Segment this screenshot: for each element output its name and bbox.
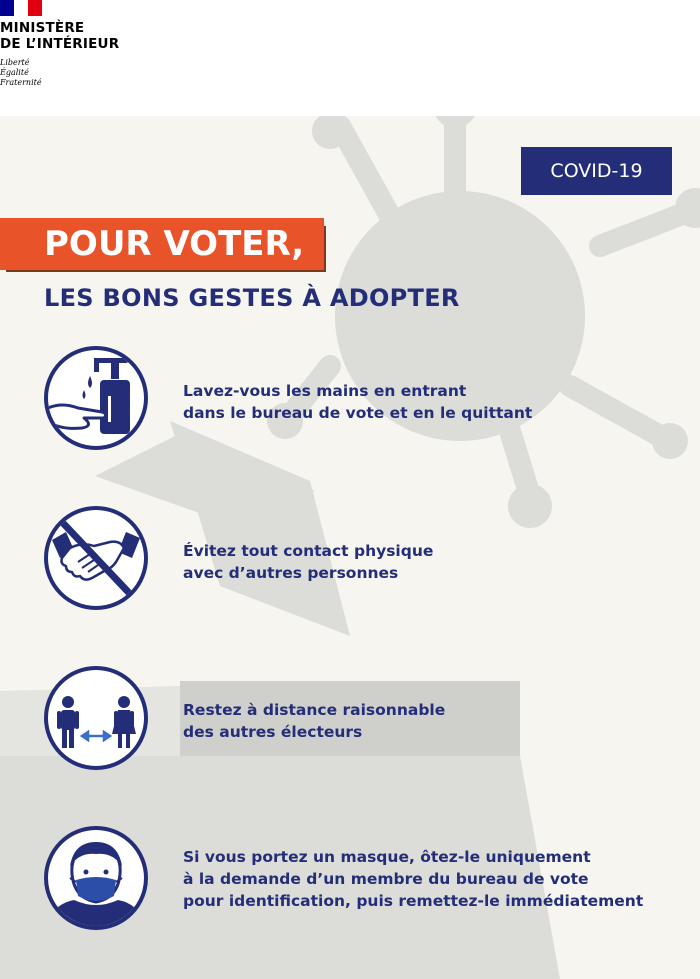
gesture-icon-circle-2	[44, 506, 148, 610]
ministry-name	[0, 20, 119, 52]
gesture-text-1	[183, 380, 532, 424]
gesture-4-line-1: Si vous portez un masque, ôtez-le uniquement	[183, 848, 591, 866]
gesture-4-line-2: à la demande d’un membre du bureau de vote	[183, 870, 589, 888]
motto-egalite: Égalité	[0, 68, 29, 77]
flag-blue	[0, 0, 14, 16]
page-title: POUR VOTER,	[0, 218, 324, 270]
gesture-text-4	[183, 846, 643, 912]
gesture-2-line-2: avec d’autres personnes	[183, 564, 399, 582]
no-handshake-icon	[48, 510, 144, 606]
gesture-icon-circle-1	[44, 346, 148, 450]
flag-red	[28, 0, 42, 16]
flag-white	[14, 0, 28, 16]
gesture-3-line-1: Restez à distance raisonnable	[183, 701, 446, 719]
gesture-1-line-2: dans le bureau de vote et en le quittant	[183, 404, 533, 422]
ministry-line-1: MINISTÈRE	[0, 20, 85, 36]
french-flag-icon	[0, 0, 42, 16]
ministry-logo	[0, 0, 160, 100]
gesture-1-line-1: Lavez-vous les mains en entrant	[183, 382, 467, 400]
gesture-icon-circle-3	[44, 666, 148, 770]
motto-liberte: Liberté	[0, 58, 30, 67]
gesture-2-line-1: Évitez tout contact physique	[183, 542, 434, 560]
distance-people-icon	[48, 670, 144, 766]
covid-badge: COVID-19	[521, 147, 672, 195]
republic-motto	[0, 58, 42, 88]
ministry-line-2: DE L’INTÉRIEUR	[0, 36, 120, 52]
gesture-icon-circle-4	[44, 826, 148, 930]
gesture-3-line-2: des autres électeurs	[183, 723, 363, 741]
face-mask-icon	[48, 830, 144, 926]
hand-sanitizer-icon	[48, 350, 144, 446]
motto-fraternite: Fraternité	[0, 78, 42, 87]
gesture-text-3	[183, 699, 445, 743]
gesture-4-line-3: pour identification, puis remettez-le immédiatement	[183, 892, 644, 910]
gesture-text-2	[183, 540, 433, 584]
page-subtitle: LES BONS GESTES À ADOPTER	[44, 284, 460, 312]
